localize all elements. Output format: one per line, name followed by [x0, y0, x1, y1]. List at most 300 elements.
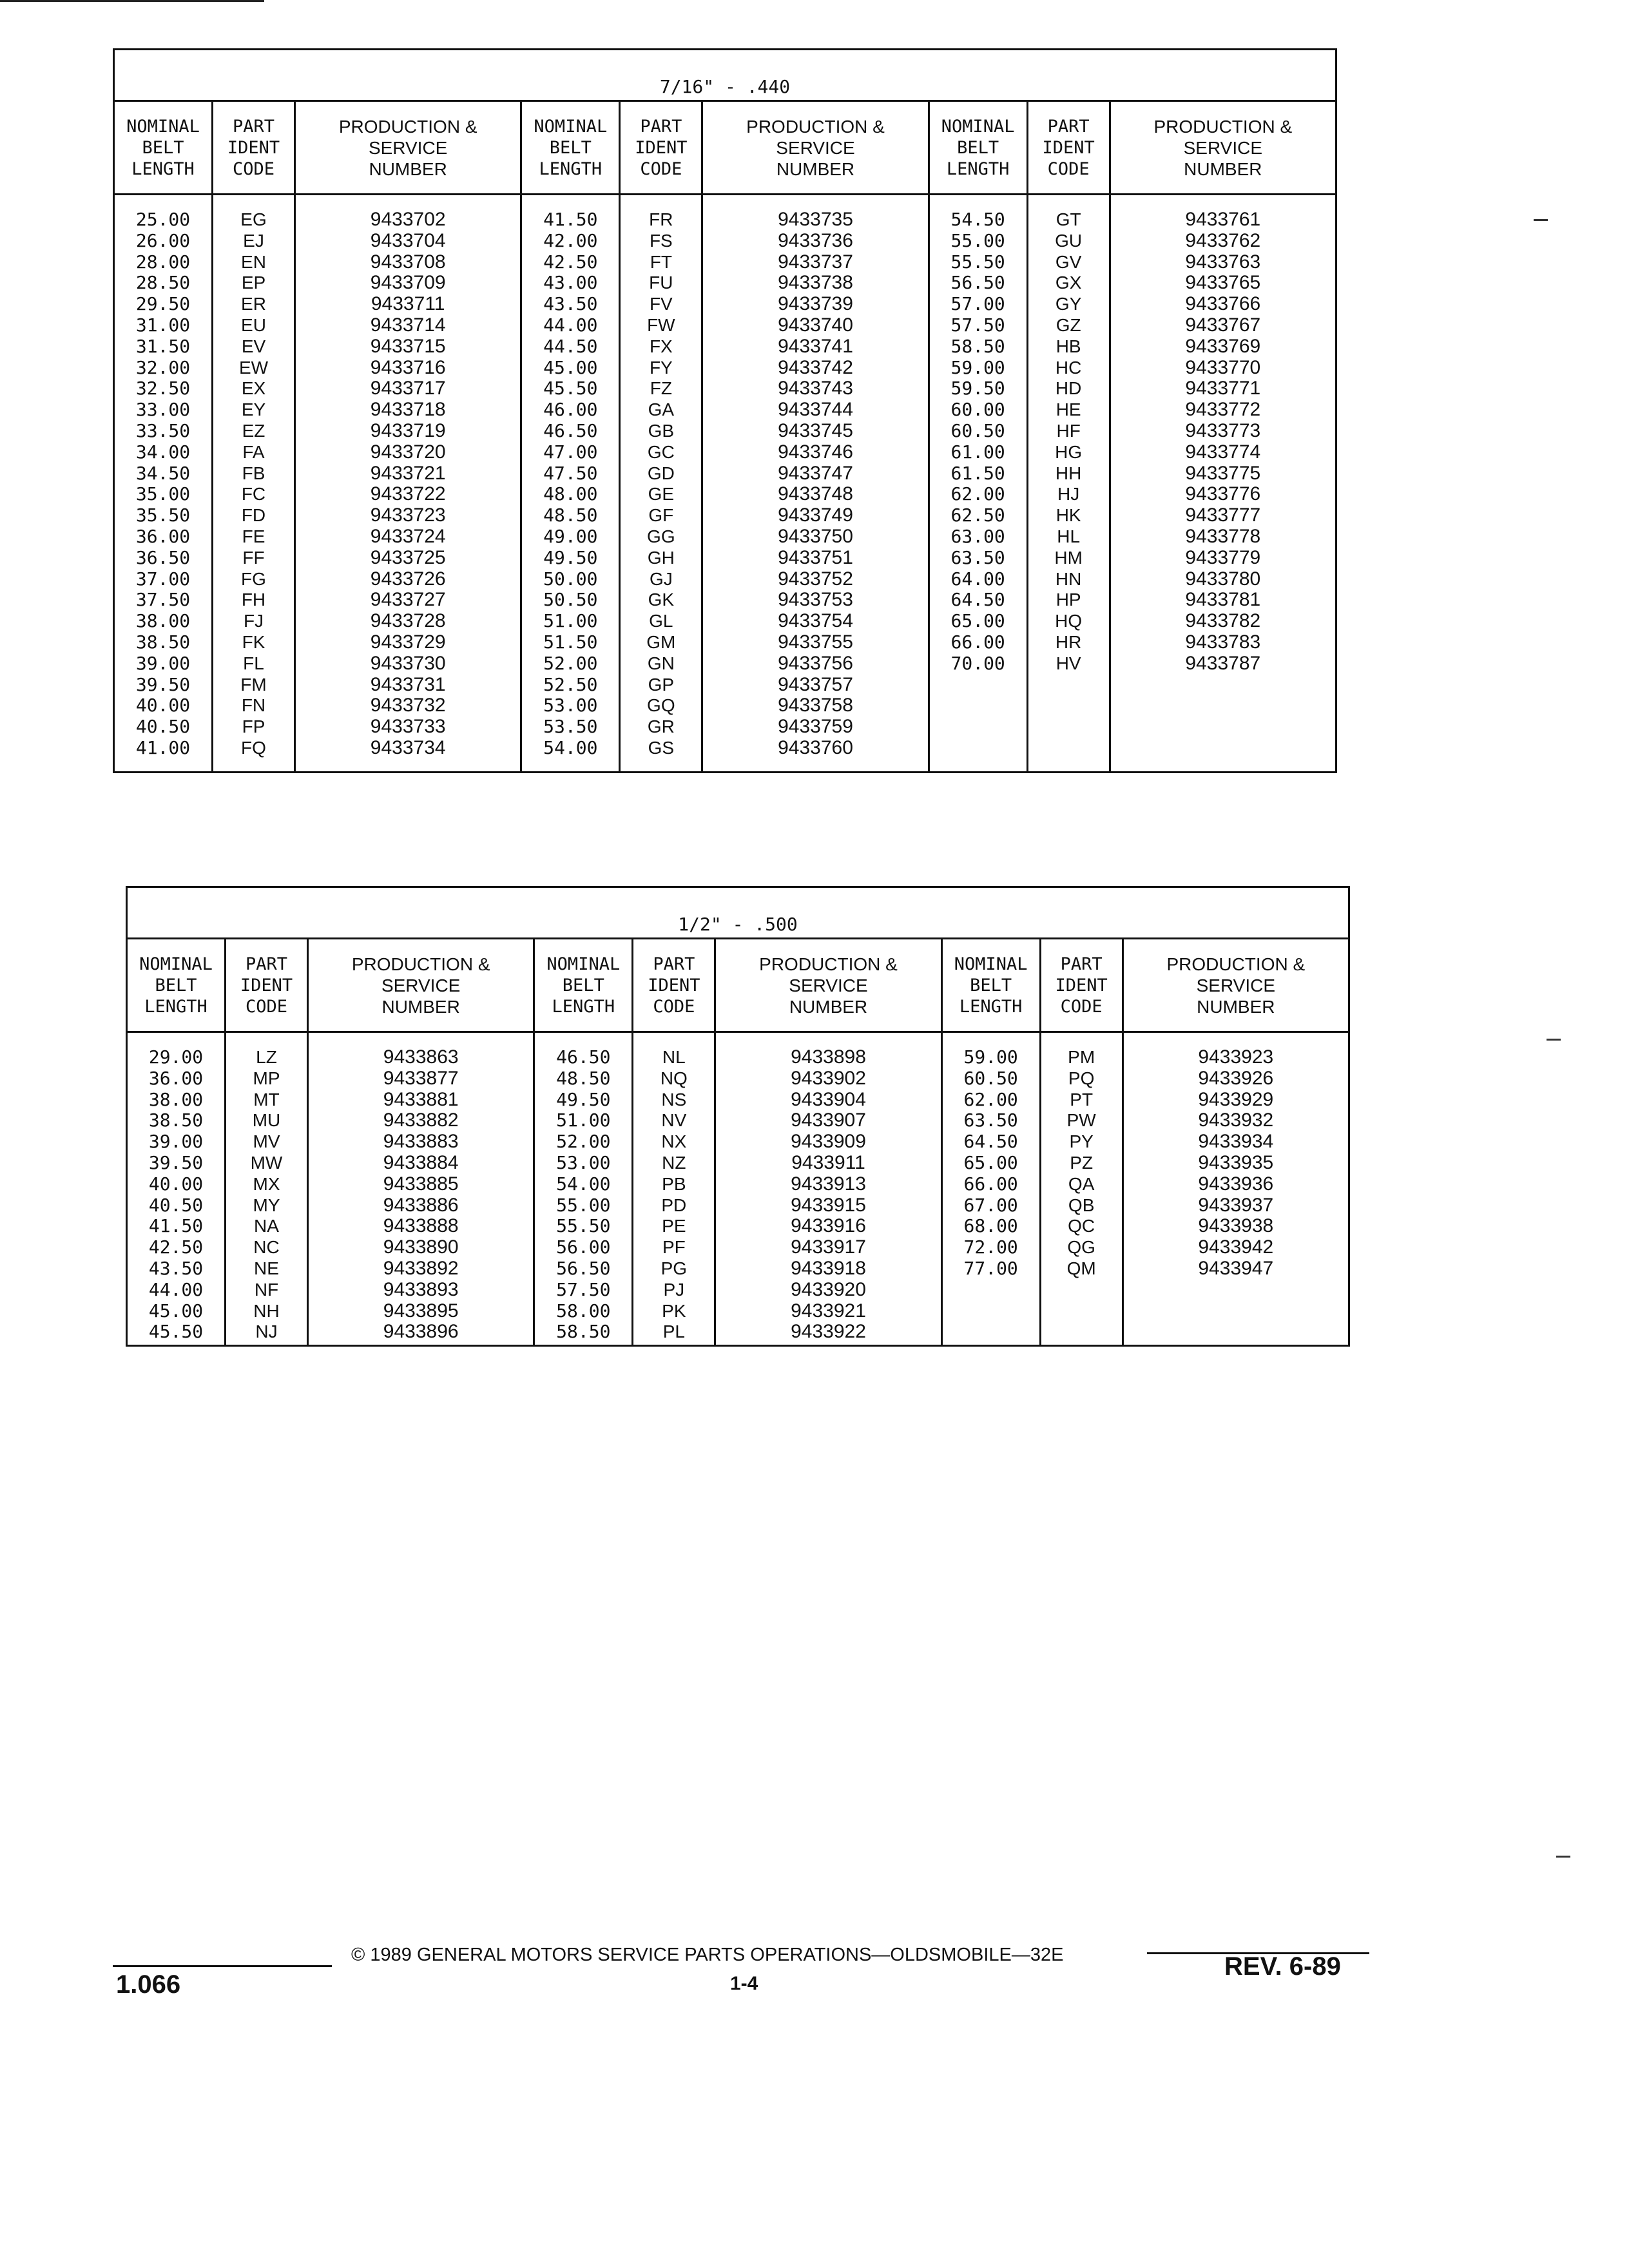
belt-length-cell: 38.50	[135, 631, 191, 653]
belt-length-cell: 58.00	[556, 1300, 611, 1321]
belt-length-cell: 46.50	[556, 1046, 611, 1068]
part-number-cell: 9433741	[778, 335, 853, 357]
part-number-cell: 9433881	[383, 1088, 459, 1110]
part-number-cell: 9433735	[778, 209, 853, 230]
table-title: 1/2" - .500	[128, 888, 1348, 939]
part-code-cell: HB	[1055, 336, 1081, 356]
part-number-cell: 9433766	[1185, 293, 1261, 315]
part-code-cell: PY	[1069, 1131, 1094, 1152]
part-code-cell: HE	[1055, 399, 1081, 420]
belt-length-cell: 25.00	[135, 209, 191, 230]
belt-length-cell: 38.00	[148, 1088, 204, 1110]
part-code-cell: GA	[648, 399, 675, 420]
part-number-cell: 9433727	[370, 589, 446, 611]
belt-length-cell: 52.00	[543, 652, 598, 674]
part-number-cell: 9433777	[1185, 505, 1261, 526]
belt-length-cells	[930, 195, 1027, 675]
belt-length-cell: 63.00	[950, 525, 1005, 547]
belt-length-cell: 57.00	[950, 293, 1005, 315]
part-number-cell: 9433772	[1185, 399, 1261, 421]
part-code-cell: NV	[661, 1110, 687, 1131]
part-number-cell: 9433883	[383, 1131, 459, 1153]
part-number-cell: 9433882	[383, 1110, 459, 1131]
part-code-cells	[1028, 195, 1109, 675]
part-code-cell: FG	[241, 568, 266, 589]
belt-length-cell: 53.50	[543, 716, 598, 738]
belt-length-cell: 40.00	[135, 695, 191, 716]
belt-length-cell: 55.50	[556, 1215, 611, 1237]
part-number-cell: 9433947	[1198, 1257, 1274, 1279]
belt-length-cell: 48.50	[556, 1067, 611, 1089]
part-code-column	[1027, 102, 1109, 771]
part-code-cell: NF	[254, 1279, 279, 1300]
part-number-cell: 9433934	[1198, 1131, 1274, 1153]
part-number-cell: 9433938	[1198, 1215, 1274, 1237]
belt-length-cells	[522, 195, 619, 759]
part-code-cell: GR	[647, 716, 675, 737]
part-number-cell: 9433915	[791, 1194, 866, 1216]
part-code-cell: FF	[242, 547, 265, 568]
belt-length-cell: 55.50	[950, 251, 1005, 273]
part-number-cell: 9433877	[383, 1067, 459, 1089]
belt-length-cell: 61.50	[950, 462, 1005, 484]
part-code-header: PART IDENT CODE	[621, 102, 701, 195]
part-number-cell: 9433920	[791, 1278, 866, 1300]
part-code-cell: GQ	[647, 695, 675, 716]
part-code-cell: PB	[662, 1173, 686, 1194]
part-number-cell: 9433765	[1185, 272, 1261, 294]
part-number-cell: 9433773	[1185, 419, 1261, 441]
part-number-cell: 9433724	[370, 525, 446, 547]
belt-length-cell: 26.00	[135, 229, 191, 251]
part-number-cell: 9433942	[1198, 1236, 1274, 1258]
part-code-column	[619, 102, 701, 771]
part-number-cell: 9433783	[1185, 631, 1261, 653]
part-number-cell: 9433734	[370, 736, 446, 758]
part-number-cell: 9433730	[370, 652, 446, 674]
part-number-cell: 9433767	[1185, 314, 1261, 336]
part-number-cell: 9433776	[1185, 483, 1261, 505]
belt-length-cell: 40.50	[148, 1194, 204, 1216]
part-number-cell: 9433717	[370, 378, 446, 399]
part-number-cell: 9433755	[778, 631, 853, 653]
belt-length-column	[522, 102, 619, 771]
belt-length-cell: 39.50	[148, 1151, 204, 1173]
part-code-cell: NH	[253, 1300, 280, 1321]
part-number-cell: 9433895	[383, 1300, 459, 1321]
belt-length-cell: 54.00	[543, 736, 598, 758]
part-code-cell: GB	[648, 420, 675, 441]
part-code-cell: GT	[1055, 209, 1081, 229]
part-code-cell: PG	[660, 1258, 688, 1278]
belt-length-cell: 63.50	[963, 1110, 1018, 1131]
part-number-cell: 9433747	[778, 462, 853, 484]
part-code-cell: PF	[662, 1237, 686, 1258]
part-code-header: PART IDENT CODE	[213, 102, 294, 195]
belt-length-cell: 38.50	[148, 1110, 204, 1131]
part-code-column	[631, 939, 714, 1345]
part-number-cell: 9433711	[371, 293, 445, 315]
part-number-cell: 9433918	[791, 1257, 866, 1279]
belt-length-cell: 33.50	[135, 419, 191, 441]
part-code-cell: QM	[1066, 1258, 1096, 1278]
part-number-cell: 9433718	[370, 399, 446, 421]
belt-length-header: NOMINAL BELT LENGTH	[115, 102, 211, 195]
part-code-cell: GV	[1055, 251, 1082, 272]
part-code-cell: FJ	[243, 611, 264, 631]
part-number-cells	[1111, 195, 1335, 675]
belt-length-cell: 59.00	[950, 356, 1005, 378]
part-code-cell: NX	[661, 1131, 687, 1152]
margin-mark	[1556, 1856, 1570, 1858]
part-number-cell: 9433754	[778, 610, 853, 632]
part-code-column	[211, 102, 294, 771]
part-number-cell: 9433748	[778, 483, 853, 505]
part-code-cell: GC	[647, 441, 675, 462]
belt-length-cell: 41.50	[543, 209, 598, 230]
part-number-cell: 9433719	[370, 419, 446, 441]
part-code-cell: HP	[1055, 590, 1081, 610]
part-code-cell: FC	[241, 484, 266, 505]
belt-length-cell: 49.50	[543, 546, 598, 568]
part-code-cell: NC	[253, 1237, 280, 1258]
part-number-cell: 9433787	[1185, 652, 1261, 674]
part-code-cell: NQ	[660, 1068, 688, 1088]
belt-length-cell: 35.00	[135, 483, 191, 505]
part-code-cell: EU	[241, 314, 266, 335]
part-number-cell: 9433769	[1185, 335, 1261, 357]
part-code-cell: HR	[1055, 631, 1082, 652]
belt-length-column	[535, 939, 631, 1345]
part-number-cell: 9433702	[370, 209, 446, 230]
part-number-cell: 9433898	[791, 1046, 866, 1068]
belt-length-cell: 47.00	[543, 441, 598, 463]
belt-length-cell: 72.00	[963, 1236, 1018, 1258]
belt-length-cell: 50.00	[543, 568, 598, 590]
part-number-column	[307, 939, 533, 1345]
part-code-cells	[633, 1033, 714, 1343]
part-number-cell: 9433763	[1185, 251, 1261, 273]
part-number-cell: 9433921	[791, 1300, 866, 1321]
belt-length-cell: 51.00	[556, 1110, 611, 1131]
belt-length-cell: 56.50	[556, 1257, 611, 1279]
belt-length-cell: 32.00	[135, 356, 191, 378]
belt-length-cell: 54.50	[950, 209, 1005, 230]
part-code-cell: MW	[250, 1152, 283, 1173]
part-number-cell: 9433781	[1185, 589, 1261, 611]
part-number-cell: 9433756	[778, 652, 853, 674]
part-number-header: PRODUCTION & SERVICE NUMBER	[309, 939, 533, 1033]
part-number-cell: 9433742	[778, 356, 853, 378]
part-code-cell: NJ	[255, 1321, 278, 1342]
part-number-cells	[716, 1033, 940, 1343]
belt-length-cell: 37.50	[135, 589, 191, 611]
part-code-cell: GK	[648, 590, 675, 610]
part-number-cell: 9433728	[370, 610, 446, 632]
belt-length-cell: 44.00	[148, 1278, 204, 1300]
part-number-cell: 9433890	[383, 1236, 459, 1258]
part-code-cell: MX	[253, 1173, 280, 1194]
part-number-cell: 9433749	[778, 505, 853, 526]
part-code-cell: PM	[1068, 1047, 1095, 1067]
part-code-cell: FE	[242, 526, 265, 546]
part-number-cell: 9433780	[1185, 568, 1261, 590]
column-groups	[115, 102, 1335, 771]
part-number-cell: 9433886	[383, 1194, 459, 1216]
part-number-cell: 9433937	[1198, 1194, 1274, 1216]
part-code-cell: EX	[241, 378, 266, 399]
part-code-cell: FU	[649, 273, 673, 293]
part-number-cells	[296, 195, 520, 759]
belt-length-cell: 44.50	[543, 335, 598, 357]
belt-length-cell: 46.00	[543, 399, 598, 421]
part-code-cell: GG	[647, 526, 675, 546]
part-number-cell: 9433902	[791, 1067, 866, 1089]
part-code-cell: PQ	[1068, 1068, 1095, 1088]
page-number: 1-4	[730, 1973, 758, 1994]
part-code-cell: PL	[662, 1321, 685, 1342]
belt-length-cell: 48.50	[543, 505, 598, 526]
part-code-cell: FN	[241, 695, 266, 716]
part-code-cell: NL	[662, 1047, 686, 1067]
part-number-cell: 9433929	[1198, 1088, 1274, 1110]
part-code-cell: FZ	[650, 378, 672, 399]
part-number-cell: 9433746	[778, 441, 853, 463]
belt-length-cell: 42.50	[543, 251, 598, 273]
part-code-cell: GD	[647, 463, 675, 483]
part-number-cell: 9433736	[778, 229, 853, 251]
belt-length-cell: 54.00	[556, 1173, 611, 1195]
belt-length-cell: 39.00	[148, 1131, 204, 1153]
part-code-cell: GX	[1055, 273, 1082, 293]
column-group	[941, 939, 1348, 1345]
part-number-cell: 9433760	[778, 736, 853, 758]
part-code-cell: QC	[1068, 1216, 1095, 1236]
part-code-cell: FW	[647, 314, 675, 335]
belt-length-header: NOMINAL BELT LENGTH	[930, 102, 1027, 195]
part-number-cell: 9433733	[370, 716, 446, 738]
part-code-cells	[226, 1033, 307, 1343]
part-code-cell: HG	[1055, 441, 1083, 462]
part-code-cell: MP	[253, 1068, 280, 1088]
belt-length-cells	[943, 1033, 1039, 1280]
part-code-cell: PK	[662, 1300, 686, 1321]
part-code-cell: FR	[649, 209, 673, 229]
belt-length-cell: 64.50	[950, 589, 1005, 611]
part-number-cell: 9433725	[370, 546, 446, 568]
part-number-cell: 9433922	[791, 1321, 866, 1343]
part-number-cell: 9433913	[791, 1173, 866, 1195]
belt-length-cell: 57.50	[950, 314, 1005, 336]
part-number-cell: 9433916	[791, 1215, 866, 1237]
belt-length-cell: 60.00	[950, 399, 1005, 421]
part-code-cell: FD	[241, 505, 266, 526]
belt-length-cell: 57.50	[556, 1278, 611, 1300]
part-code-cell: FS	[649, 230, 673, 251]
part-code-cell: GP	[648, 674, 675, 695]
belt-length-cell: 65.00	[950, 610, 1005, 632]
belt-table-1-2	[126, 886, 1350, 1347]
part-code-cell: FP	[242, 716, 265, 737]
part-code-cell: HQ	[1055, 611, 1083, 631]
belt-length-cell: 51.50	[543, 631, 598, 653]
belt-length-cell: 62.00	[963, 1088, 1018, 1110]
part-code-cell: GH	[647, 547, 675, 568]
part-code-cell: NE	[254, 1258, 279, 1278]
part-number-cell: 9433743	[778, 378, 853, 399]
belt-length-cell: 40.50	[135, 716, 191, 738]
belt-length-cell: 36.00	[148, 1067, 204, 1089]
part-code-cell: FX	[649, 336, 673, 356]
belt-length-cell: 45.00	[148, 1300, 204, 1321]
belt-length-cell: 59.50	[950, 378, 1005, 399]
part-code-cell: GF	[648, 505, 674, 526]
part-code-header: PART IDENT CODE	[1028, 102, 1109, 195]
part-code-cell: NS	[661, 1089, 687, 1110]
part-number-cell: 9433709	[370, 272, 446, 294]
belt-length-cell: 45.50	[543, 378, 598, 399]
part-code-cells	[213, 195, 294, 759]
belt-length-cell: 44.00	[543, 314, 598, 336]
part-number-cell: 9433758	[778, 695, 853, 716]
part-number-cell: 9433720	[370, 441, 446, 463]
part-code-cell: EN	[241, 251, 266, 272]
part-number-cells	[703, 195, 927, 759]
part-code-cell: FK	[242, 631, 265, 652]
part-number-cell: 9433737	[778, 251, 853, 273]
part-code-cell: EW	[238, 357, 269, 378]
part-code-cell: FV	[649, 294, 673, 314]
belt-length-column	[128, 939, 224, 1345]
table-title: 7/16" - .440	[115, 50, 1335, 102]
part-number-cell: 9433774	[1185, 441, 1261, 463]
belt-length-cell: 31.50	[135, 335, 191, 357]
part-number-cell: 9433909	[791, 1131, 866, 1153]
part-number-cell: 9433923	[1198, 1046, 1274, 1068]
part-number-column	[701, 102, 927, 771]
revision-label: REV. 6-89	[1224, 1952, 1341, 1981]
part-number-cell: 9433888	[383, 1215, 459, 1237]
part-code-cell: NA	[254, 1216, 279, 1236]
part-code-cell: FA	[242, 441, 265, 462]
belt-length-cell: 42.50	[148, 1236, 204, 1258]
belt-length-cell: 64.50	[963, 1131, 1018, 1153]
margin-mark	[1534, 219, 1548, 221]
belt-length-cell: 67.00	[963, 1194, 1018, 1216]
part-number-column	[714, 939, 940, 1345]
belt-length-cell: 35.50	[135, 505, 191, 526]
part-number-cell: 9433936	[1198, 1173, 1274, 1195]
part-code-cell: LZ	[256, 1047, 277, 1067]
belt-length-cell: 52.00	[556, 1131, 611, 1153]
belt-length-column	[115, 102, 211, 771]
part-number-cell: 9433892	[383, 1257, 459, 1279]
belt-length-cell: 29.00	[148, 1046, 204, 1068]
part-code-cell: HV	[1055, 653, 1081, 673]
part-number-cell: 9433716	[370, 356, 446, 378]
belt-length-cell: 28.50	[135, 272, 191, 294]
part-code-cell: GN	[647, 653, 675, 673]
part-code-cell: PW	[1066, 1110, 1096, 1131]
part-number-cell: 9433779	[1185, 546, 1261, 568]
part-number-cell: 9433708	[370, 251, 446, 273]
part-code-cell: PE	[662, 1216, 686, 1236]
part-code-cell: QA	[1068, 1173, 1095, 1194]
part-code-cells	[1041, 1033, 1122, 1280]
part-number-cell: 9433738	[778, 272, 853, 294]
part-code-cell: NZ	[662, 1152, 686, 1173]
part-code-cell: GS	[648, 737, 675, 758]
part-code-cell: HD	[1055, 378, 1082, 399]
part-number-cell: 9433770	[1185, 356, 1261, 378]
belt-length-cell: 58.50	[950, 335, 1005, 357]
part-number-cell: 9433726	[370, 568, 446, 590]
part-code-cell: FB	[242, 463, 265, 483]
part-number-cell: 9433715	[370, 335, 446, 357]
footer-rule	[113, 1965, 332, 1967]
part-number-cell: 9433917	[791, 1236, 866, 1258]
top-rule	[0, 0, 264, 2]
belt-length-cell: 29.50	[135, 293, 191, 315]
part-code-header: PART IDENT CODE	[1041, 939, 1122, 1033]
part-code-cell: FM	[240, 674, 267, 695]
part-code-column	[1039, 939, 1122, 1345]
belt-length-cell: 68.00	[963, 1215, 1018, 1237]
part-number-cell: 9433932	[1198, 1110, 1274, 1131]
part-code-cell: EZ	[242, 420, 265, 441]
belt-length-cell: 50.50	[543, 589, 598, 611]
part-number-cell: 9433926	[1198, 1067, 1274, 1089]
part-code-cell: GY	[1055, 294, 1082, 314]
belt-length-cell: 66.00	[963, 1173, 1018, 1195]
belt-length-cell: 60.50	[950, 419, 1005, 441]
part-number-header: PRODUCTION & SERVICE NUMBER	[1124, 939, 1348, 1033]
part-number-cell: 9433778	[1185, 525, 1261, 547]
part-number-cell: 9433745	[778, 419, 853, 441]
part-code-cell: HH	[1055, 463, 1082, 483]
part-number-header: PRODUCTION & SERVICE NUMBER	[1111, 102, 1335, 195]
column-groups	[128, 939, 1348, 1345]
part-number-cells	[1124, 1033, 1348, 1280]
belt-length-cell: 77.00	[963, 1257, 1018, 1279]
belt-length-cell: 60.50	[963, 1067, 1018, 1089]
belt-table-7-16	[113, 48, 1337, 773]
belt-length-column	[930, 102, 1027, 771]
part-number-cell: 9433762	[1185, 229, 1261, 251]
part-number-cell: 9433911	[791, 1151, 865, 1173]
part-code-cell: FY	[649, 357, 673, 378]
belt-length-cell: 39.00	[135, 652, 191, 674]
belt-length-cell: 52.50	[543, 673, 598, 695]
belt-length-cell: 48.00	[543, 483, 598, 505]
part-number-cell: 9433722	[370, 483, 446, 505]
belt-length-cell: 43.50	[148, 1257, 204, 1279]
belt-length-cell: 45.00	[543, 356, 598, 378]
part-number-cell: 9433732	[370, 695, 446, 716]
belt-length-cell: 65.00	[963, 1151, 1018, 1173]
part-code-cell: MU	[252, 1110, 281, 1131]
belt-length-cell: 37.00	[135, 568, 191, 590]
belt-length-cell: 55.00	[556, 1194, 611, 1216]
part-code-cell: HL	[1057, 526, 1081, 546]
part-number-cell: 9433775	[1185, 462, 1261, 484]
part-number-column	[294, 102, 520, 771]
belt-length-cell: 36.00	[135, 525, 191, 547]
belt-length-cell: 62.00	[950, 483, 1005, 505]
part-code-cell: GU	[1055, 230, 1083, 251]
belt-length-cell: 34.50	[135, 462, 191, 484]
part-number-column	[1122, 939, 1348, 1345]
